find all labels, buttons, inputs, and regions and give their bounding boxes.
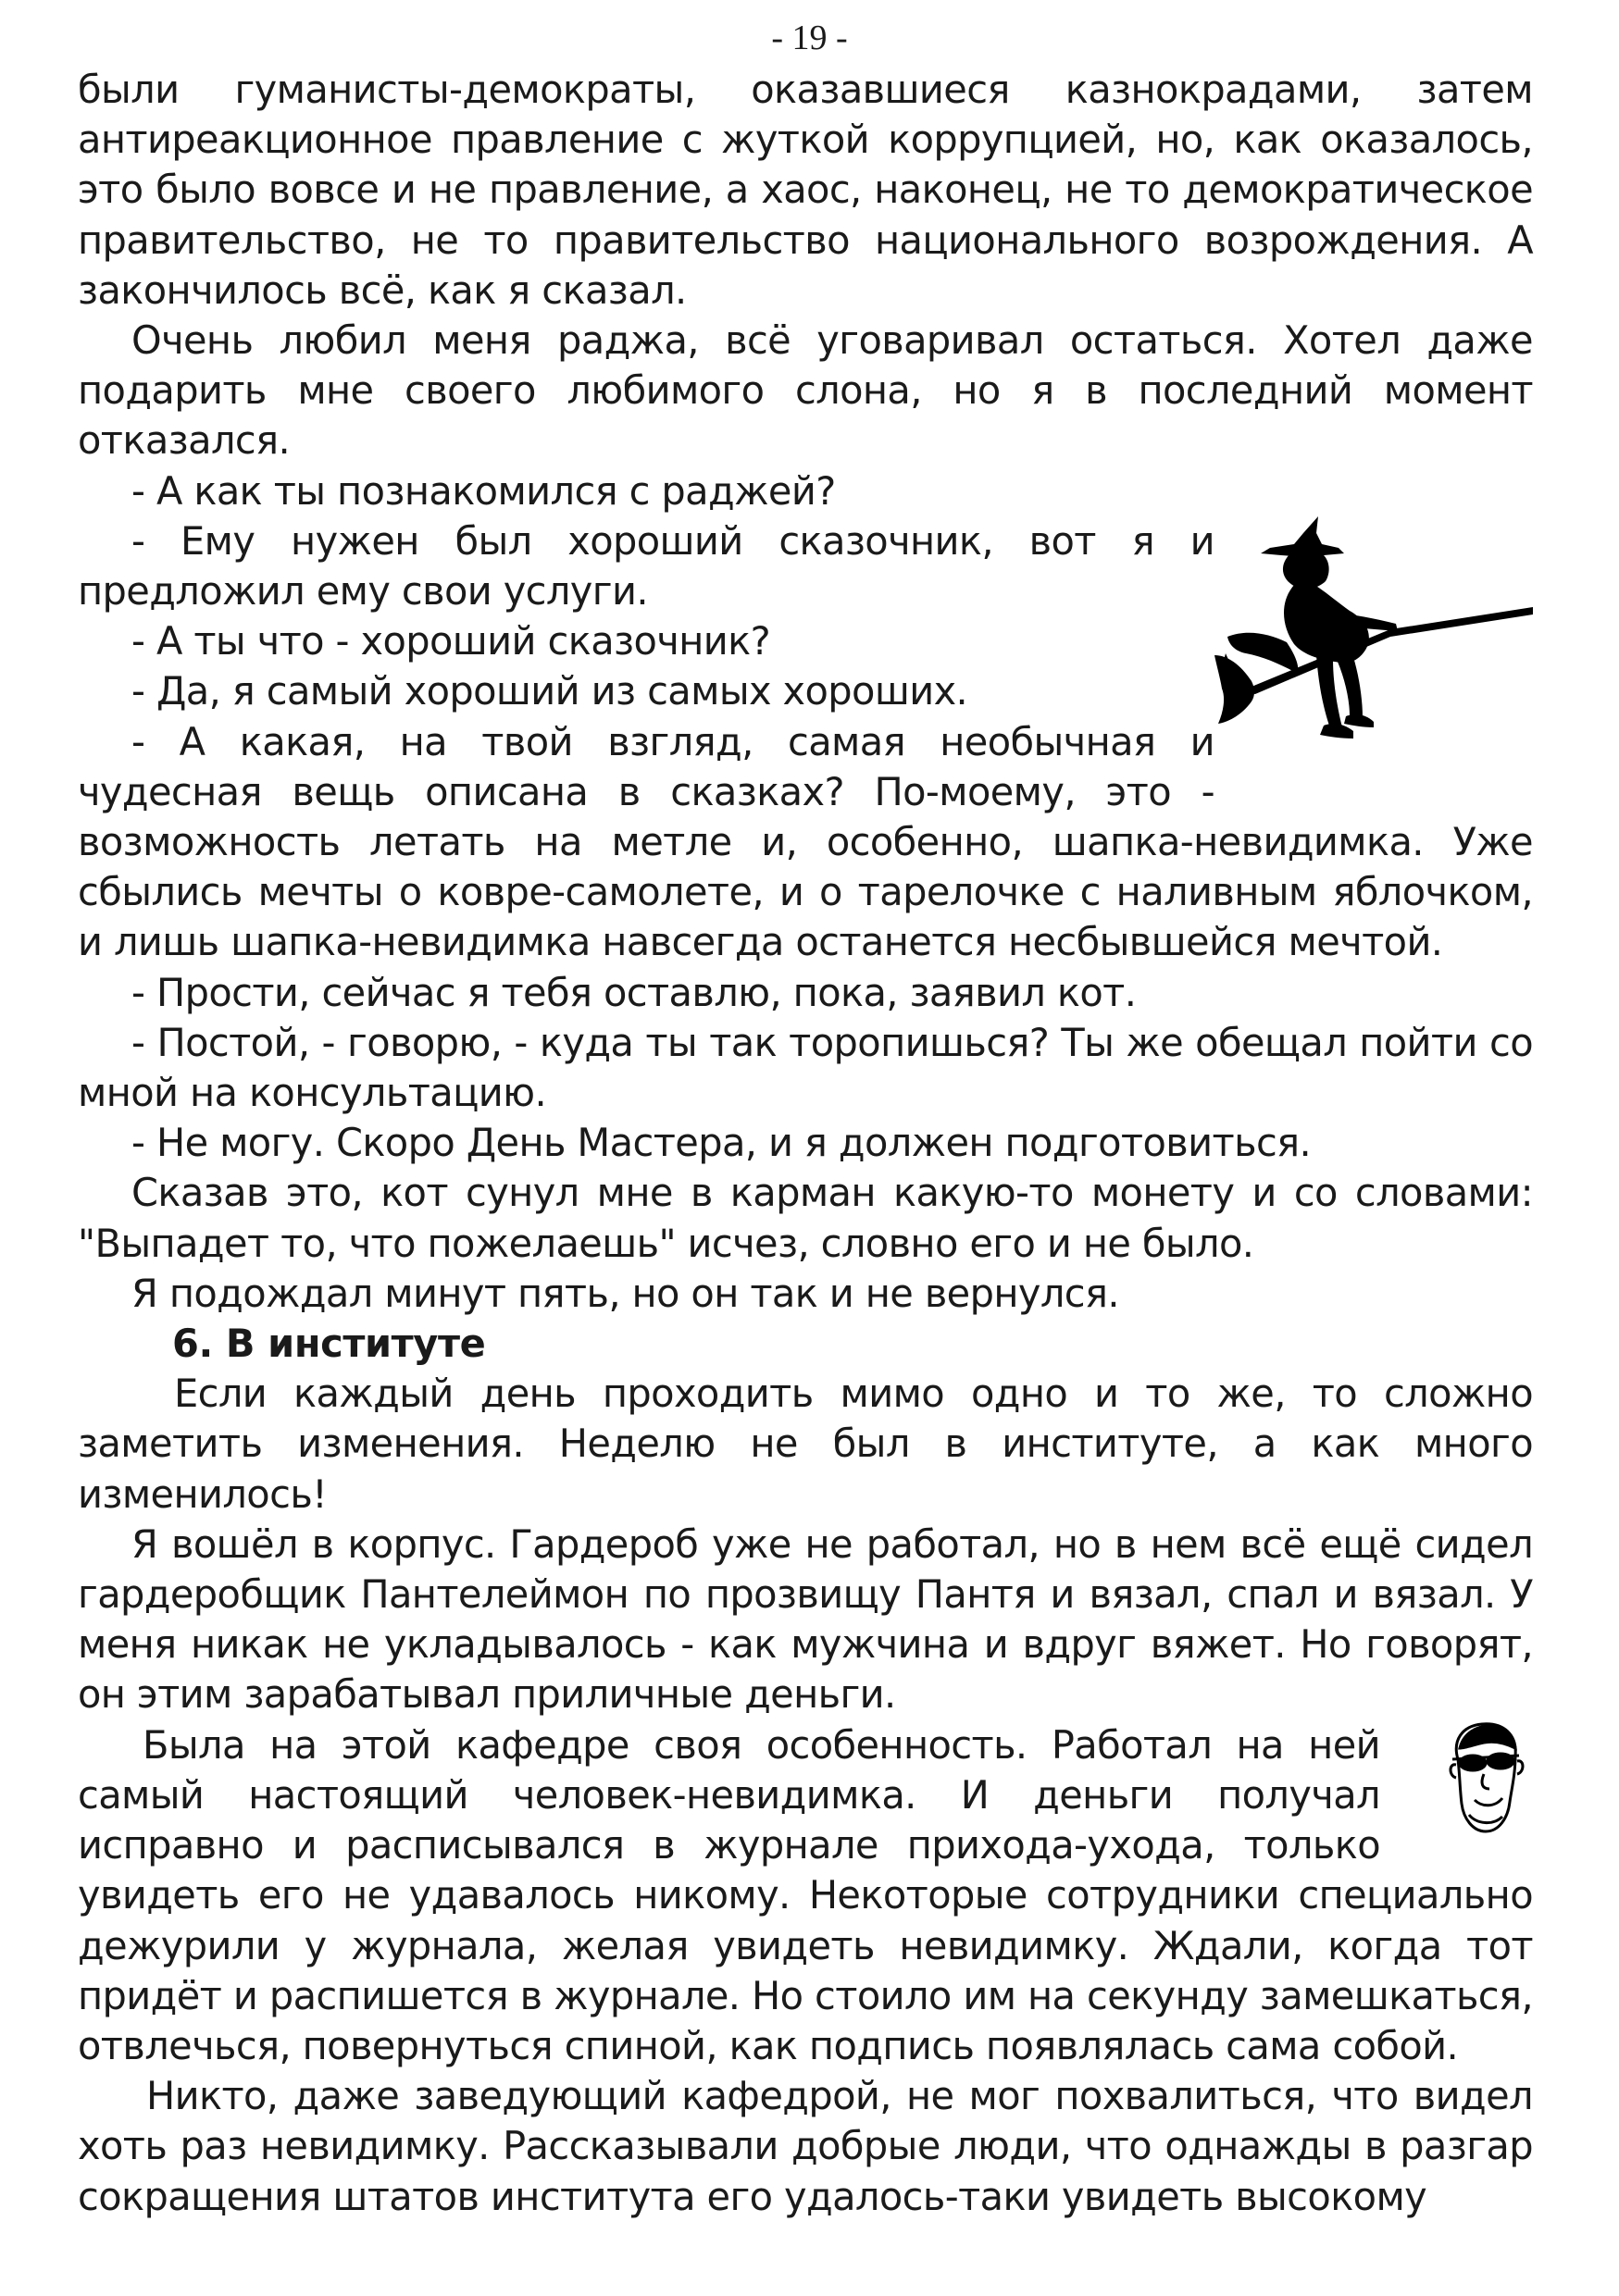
paragraph: - А ты что - хороший сказочник? [131,618,771,664]
paragraph: - Да, я самый хороший из самых хороших. [131,668,968,714]
paragraph: Никто, даже заведующий кафедрой, не мог похвалиться, что видел хоть раз невидимку. Рассказывали добрые люди, что однажды в разгар сокращения штатов института его удалось-таки увидеть высокому [78,2073,1533,2219]
paragraph: Я вошёл в корпус. Гардероб уже не работал, но в нем всё ещё сидел гардеробщик Пантелеймон по прозвищу Пантя и вязал, спал и вязал. У меня никак не укладывалось - как мужчина и вдруг вяжет. Но говорят, он этим зарабатывал приличные деньги. [78,1520,1533,1718]
page-number: - 19 - [771,19,848,57]
face-icon [1380,1720,1533,1861]
section-heading: 6. В институте [172,1321,486,1367]
paragraph: - А какая, на твой взгляд, самая необычная и чудесная вещь описана в сказках? По-моему, это - возможность летать на метле и, особенно, шапка-невидимка. Уже сбылись мечты о коврe-самолете, и о тарелочке с наливным яблочком, и лишь шапка-невидимка навсегда останется несбывшейся мечтой. [78,718,1533,965]
paragraph: были гуманисты-демократы, оказавшиеся казнокрадами, затем антиреакционное правление с жуткой коррупцией, но, как оказалось, это было вовсе и не правление, а хаос, наконец, не то демократическое правительство, не то правительство национального возрождения. А закончилось всё, как я сказал. [78,67,1533,313]
paragraph: - Постой, - говорю, - куда ты так торопишься? Ты же обещал пойти со мной на консультацию. [78,1019,1533,1116]
paragraph: Я подождал минут пять, но он так и не вернулся. [131,1270,1119,1316]
witch-icon [1214,516,1533,768]
paragraph: - Не могу. Скоро День Мастера, и я должен подготовиться. [131,1120,1312,1166]
paragraph: Была на этой кафедре своя особенность. Работал на ней самый настоящий человек-невидимка. И деньги получал исправно и расписывался в журнале прихода-ухода, только увидеть его не удавалось никому. Некоторые сотрудники специально дежурили у журнала, желая увидеть невидимку. Ждали, когда тот придёт и распишется в журнале. Но стоило им на секунду замешкаться, отвлечься, повернуться спиной, как подпись появлялась сама собой. [78,1721,1533,2068]
paragraph: - Прости, сейчас я тебя оставлю, пока, заявил кот. [131,969,1137,1015]
paragraph: Сказав это, кот сунул мне в карман какую-то монету и со словами: "Выпадет то, что пожелаешь" исчез, словно его и не было. [78,1170,1533,1266]
paragraph: - А как ты познакомился с раджей? [131,467,836,514]
page-body [78,65,1533,2222]
paragraph: Если каждый день проходить мимо одно и то же, то сложно заметить изменения. Неделю не был в институте, а как много изменилось! [78,1371,1533,1517]
paragraph: - Ему нужен был хороший сказочник, вот я и предложил ему свои услуги. [78,517,1214,614]
face-illustration [1380,1720,1533,1861]
witch-illustration [1214,516,1533,768]
paragraph: Очень любил меня раджа, всё уговаривал остаться. Хотел даже подарить мне своего любимого слона, но я в последний момент отказался. [78,317,1533,464]
